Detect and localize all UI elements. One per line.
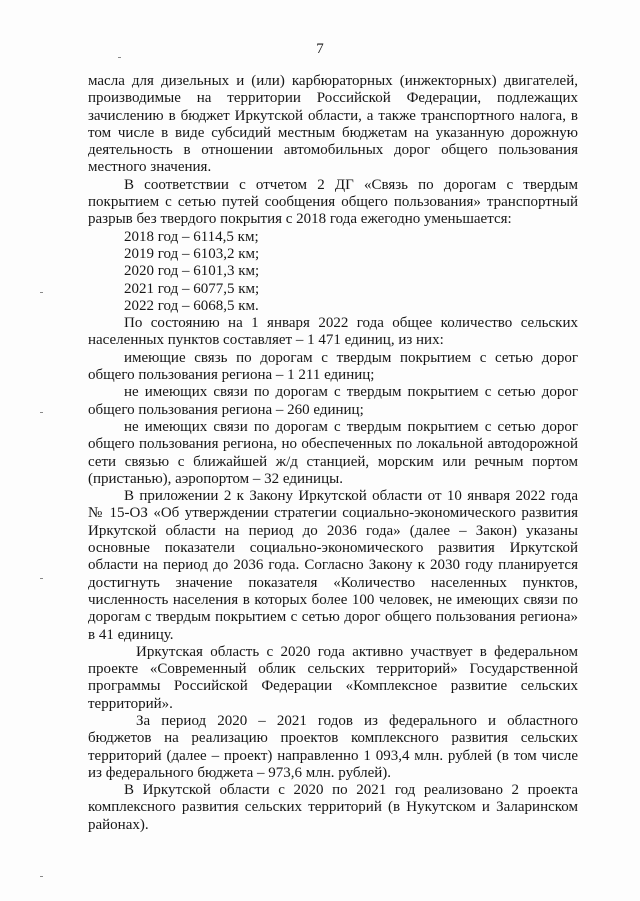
paragraph-report: В соответствии с отчетом 2 ДГ «Связь по дорогам с твердым покрытием с сетью путей сообщения общего пользования» транспортный разрыв без твердого покрытия с 2018 года ежегодно уменьшается: [88, 176, 578, 228]
paragraph-federal-project: Иркутская область с 2020 года активно участвует в федеральном проекте «Современный облик сельских территорий» Государственной программы Российской Федерации «Комплексное развитие сельских территорий». [88, 643, 578, 712]
year-item: 2020 год – 6101,3 км; [124, 263, 260, 280]
scan-speck [40, 876, 43, 877]
paragraph-local-network: не имеющих связи по дорогам с твердым покрытием с сетью дорог общего пользования региона, но обеспеченных по локальной автодорожной сети связью с ближайшей ж/д станцией, морским или речным портом (пристанью), аэропортом – 32 единицы. [88, 418, 578, 487]
paragraph-continuation: масла для дизельных и (или) карбюраторных (инжекторных) двигателей, производимые на территории Российской Федерации, подлежащих зачислению в бюджет Иркутской области, а также транспортного налога, в том числе в виде субсидий местным бюджетам на указанную дорожную деятельность в отношении автомобильных дорог общего пользования местного значения. [88, 73, 578, 176]
scan-speck [40, 412, 43, 413]
scan-speck [40, 292, 43, 293]
paragraph-status: По состоянию на 1 января 2022 года общее количество сельских населенных пунктов составляет – 1 471 единиц, из них: [88, 315, 578, 349]
paragraph-funding: За период 2020 – 2021 годов из федерального и областного бюджетов на реализацию проектов комплексного развития сельских территорий (далее – проект) направленно 1 093,4 млн. рублей (в том числе из федерального бюджета – 973,6 млн. рублей). [88, 712, 578, 781]
year-item: 2019 год – 6103,2 км; [124, 245, 260, 262]
paragraph-not-connected: не имеющих связи по дорогам с твердым покрытием с сетью дорог общего пользования региона – 260 единиц; [88, 384, 578, 418]
year-item: 2021 год – 6077,5 км; [124, 280, 260, 297]
paragraph-connected: имеющие связь по дорогам с твердым покрытием с сетью дорог общего пользования региона – 1 211 единиц; [88, 349, 578, 384]
scan-speck [40, 578, 43, 579]
year-item: 2018 год – 6114,5 км; [124, 228, 259, 245]
year-list [88, 229, 578, 315]
scan-speck [118, 57, 121, 58]
year-item: 2022 год – 6068,5 км. [124, 297, 259, 314]
page-number: 7 [316, 41, 324, 57]
paragraph-implemented: В Иркутской области с 2020 по 2021 год реализовано 2 проекта комплексного развития сельских территорий (в Нукутском и Заларинском районах). [88, 782, 578, 833]
paragraph-law: В приложении 2 к Закону Иркутской области от 10 января 2022 года № 15-ОЗ «Об утверждении стратегии социально-экономического развития Иркутской области на период до 2036 года» (далее – Закон) указаны основные показатели социально-экономического развития Иркутской области на период до 2036 года. Согласно Закону к 2030 году планируется достигнуть значение показателя «Количество населенных пунктов, численность населения в которых более 100 человек, не имеющих связи по дорогам с твердым покрытием с сетью дорог общего пользования региона» в 41 единицу. [88, 488, 578, 643]
document-body [88, 73, 578, 834]
